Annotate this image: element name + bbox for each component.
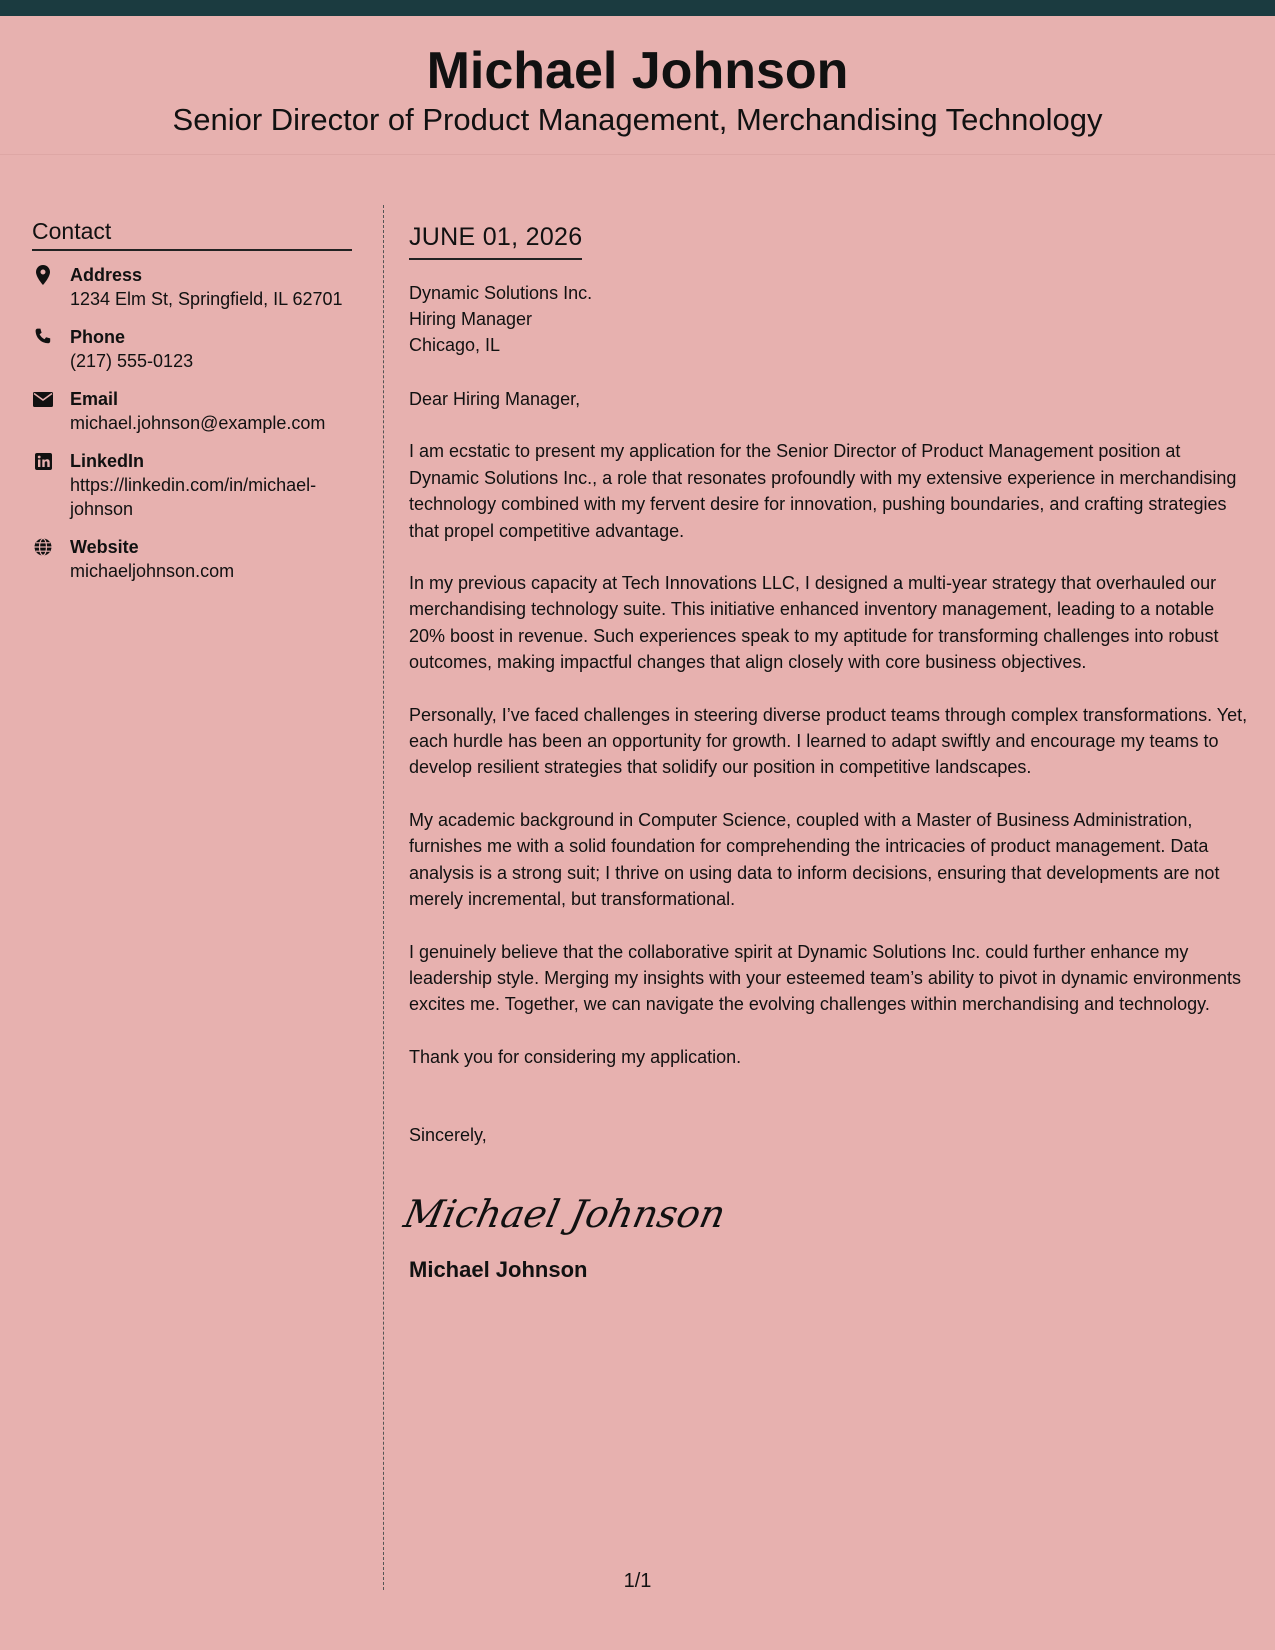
contact-heading: Contact <box>32 218 352 251</box>
contact-value: michael.johnson@example.com <box>70 413 326 433</box>
applicant-title: Senior Director of Product Management, Merchandising Technology <box>172 101 1103 137</box>
letter-paragraph: My academic background in Computer Science, coupled with a Master of Business Administration, furnishes me with a solid foundation for comprehending the intricacies of product management. Data analysis is a strong suit; I thrive on using data to inform decisions, ensuring that developments are not merely incremental, but transformational. <box>409 809 1220 910</box>
letter-paragraph: In my previous capacity at Tech Innovations LLC, I designed a multi-year strategy that overhauled our merchandising technology suite. This initiative enhanced inventory management, leading to a notable 20% boost in revenue. Such experiences speak to my aptitude for transforming challenges into robust outcomes, making impactful changes that align closely with core business objectives. <box>409 573 1219 673</box>
contact-item-phone <box>32 325 352 373</box>
contact-sidebar <box>32 218 352 597</box>
contact-item-linkedin <box>32 449 352 521</box>
recipient-block <box>409 280 1251 358</box>
contact-label: LinkedIn <box>70 451 145 471</box>
letter-paragraph: Personally, I’ve faced challenges in steering diverse product teams through complex transformations. Yet, each hurdle has been an opportunity for growth. I learned to adapt swiftly and encourage my teams to develop resilient strategies that solidify our position in competitive landscapes. <box>409 704 1248 778</box>
recipient-company: Dynamic Solutions Inc. <box>409 283 593 303</box>
recipient-location: Chicago, IL <box>409 335 501 355</box>
letter-date: JUNE 01, 2026 <box>409 222 582 260</box>
page-number: 1/1 <box>623 1570 652 1592</box>
contact-label: Email <box>70 389 119 409</box>
page-header <box>0 16 1275 155</box>
top-accent-bar <box>0 0 1275 16</box>
letter-paragraph: I am ecstatic to present my application for the Senior Director of Product Management position at Dynamic Solutions Inc., a role that resonates profoundly with my extensive experience in merchandising technology combined with my fervent desire for innovation, pushing boundaries, and crafting strategies that propel competitive advantage. <box>409 441 1237 541</box>
envelope-icon <box>32 388 54 410</box>
salutation: Dear Hiring Manager, <box>409 389 581 409</box>
linkedin-icon <box>32 450 54 472</box>
applicant-name: Michael Johnson <box>426 42 849 100</box>
contact-label: Phone <box>70 327 126 347</box>
handwritten-signature <box>399 1185 1251 1245</box>
signature-text: Michael Johnson <box>399 1191 730 1237</box>
letter-paragraph: Thank you for considering my application. <box>409 1046 742 1067</box>
closing: Sincerely, <box>409 1125 487 1146</box>
phone-icon <box>32 326 54 348</box>
contact-item-website <box>32 535 352 583</box>
contact-value: 1234 Elm St, Springfield, IL 62701 <box>70 289 343 309</box>
letter-paragraph: I genuinely believe that the collaborative spirit at Dynamic Solutions Inc. could further enhance my leadership style. Merging my insights with your esteemed team’s ability to pivot in dynamic environments excites me. Together, we can navigate the evolving challenges within merchandising and technology. <box>409 941 1242 1015</box>
globe-icon <box>32 536 54 558</box>
contact-label: Address <box>70 265 143 285</box>
recipient-role: Hiring Manager <box>409 309 533 329</box>
contact-value: (217) 555-0123 <box>70 351 194 371</box>
column-divider <box>383 205 384 1590</box>
contact-label: Website <box>70 537 139 557</box>
contact-item-address <box>32 263 352 311</box>
contact-value: https://linkedin.com/in/michael-johnson <box>70 475 317 519</box>
contact-value: michaeljohnson.com <box>70 561 235 581</box>
map-pin-icon <box>32 264 54 286</box>
signer-name: Michael Johnson <box>409 1256 588 1282</box>
letter-body <box>399 222 1251 1283</box>
contact-item-email <box>32 387 352 435</box>
